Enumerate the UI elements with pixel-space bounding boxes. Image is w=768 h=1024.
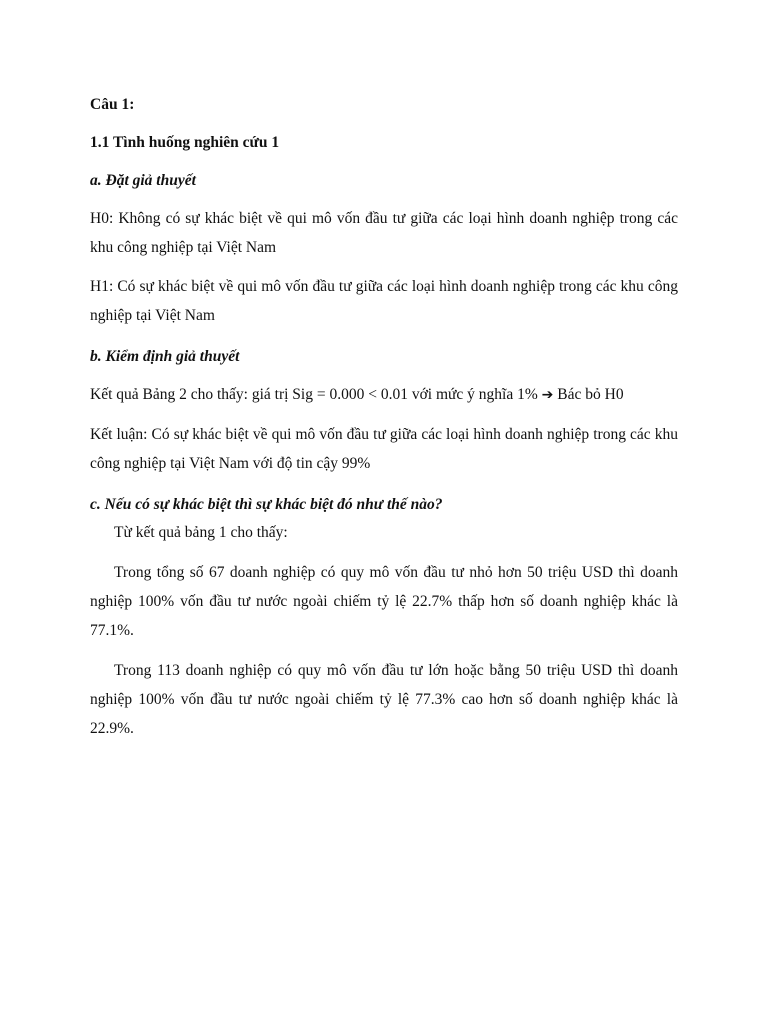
- part-a-heading: a. Đặt giả thuyết: [90, 172, 196, 189]
- paragraph-small-investment: Trong tổng số 67 doanh nghiệp có quy mô vốn đầu tư nhỏ hơn 50 triệu USD thì doanh nghiệp 100% vốn đầu tư nước ngoài chiếm tỷ lệ 22.7% thấp hơn số doanh nghiệp khác là 77.1%.: [90, 564, 678, 639]
- paragraph-large-investment: Trong 113 doanh nghiệp có quy mô vốn đầu tư lớn hoặc bằng 50 triệu USD thì doanh nghiệp 100% vốn đầu tư nước ngoài chiếm tỷ lệ 77.3% cao hơn số doanh nghiệp khác là 22.9%.: [90, 662, 678, 737]
- part-c-heading: c. Nếu có sự khác biệt thì sự khác biệt đó như thế nào?: [90, 496, 443, 513]
- conclusion: Kết luận: Có sự khác biệt về qui mô vốn đầu tư giữa các loại hình doanh nghiệp trong các khu công nghiệp tại Việt Nam với độ tin cậy 99%: [90, 426, 678, 472]
- right-arrow-icon: ➔: [541, 387, 554, 403]
- test-result: [90, 380, 678, 410]
- section-title: 1.1 Tình huống nghiên cứu 1: [90, 134, 280, 151]
- hypothesis-h1: H1: Có sự khác biệt về qui mô vốn đầu tư giữa các loại hình doanh nghiệp trong các khu công nghiệp tại Việt Nam: [90, 278, 678, 324]
- question-title: Câu 1:: [90, 96, 135, 113]
- part-c-intro: Từ kết quả bảng 1 cho thấy:: [114, 524, 288, 541]
- test-result-decision: Bác bỏ H0: [553, 386, 624, 403]
- part-b-heading: b. Kiểm định giả thuyết: [90, 348, 240, 365]
- test-result-text: Kết quả Bảng 2 cho thấy: giá trị Sig = 0.000 < 0.01 với mức ý nghĩa 1%: [90, 386, 542, 403]
- hypothesis-h0: H0: Không có sự khác biệt về qui mô vốn đầu tư giữa các loại hình doanh nghiệp trong các khu công nghiệp tại Việt Nam: [90, 210, 678, 256]
